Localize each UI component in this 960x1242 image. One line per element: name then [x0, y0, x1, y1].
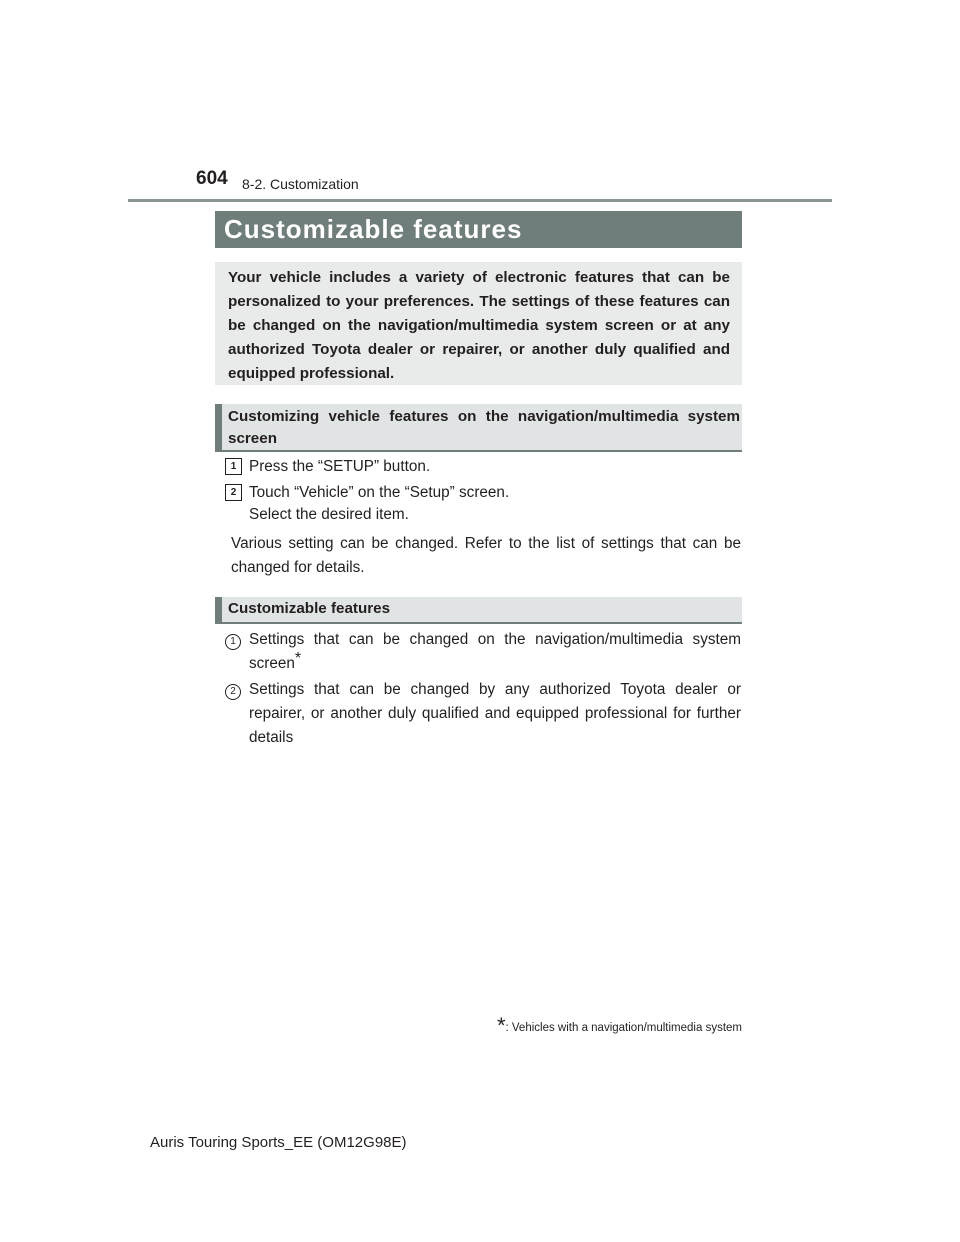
section-heading-customizable: Customizable features: [215, 597, 742, 624]
section-heading-navigation: Customizing vehicle features on the navigation/multimedia system screen: [215, 404, 742, 452]
footnote-marker: *: [294, 650, 302, 667]
footnote-text: : Vehicles with a navigation/multimedia system: [505, 1022, 742, 1034]
page-title: Customizable features: [215, 211, 742, 248]
header-rule: [128, 199, 832, 202]
footer-book-title: Auris Touring Sports_EE (OM12G98E): [150, 1134, 407, 1151]
step-number-1: 1: [225, 458, 242, 475]
step-1-text: Press the “SETUP” button.: [249, 458, 431, 475]
footnote: [460, 1013, 742, 1039]
item-number-2: 2: [225, 684, 241, 700]
settings-note: Various setting can be changed. Refer to the list of settings that can be changed for details.: [231, 535, 741, 576]
item-number-1: 1: [225, 634, 241, 650]
step-2-extra: Select the desired item.: [249, 506, 409, 523]
item-1-label: Settings that can be changed on the navigation/multimedia system screen: [249, 631, 741, 672]
footnote-star: *: [496, 1013, 506, 1038]
page-number: 604: [196, 168, 228, 189]
section-label: 8-2. Customization: [242, 176, 359, 192]
item-1-text: [249, 628, 741, 676]
step-2-text: Touch “Vehicle” on the “Setup” screen.: [249, 484, 510, 501]
step-number-2: 2: [225, 484, 242, 501]
item-2-text: Settings that can be changed by any authorized Toyota dealer or repairer, or another duly qualified and equipped professional for further details: [249, 681, 741, 746]
intro-text: Your vehicle includes a variety of electronic features that can be personalized to your preferences. The settings of these features can be changed on the navigation/multimedia system screen or at any authorized Toyota dealer or repairer, or another duly qualified and equipped professional.: [215, 262, 742, 385]
